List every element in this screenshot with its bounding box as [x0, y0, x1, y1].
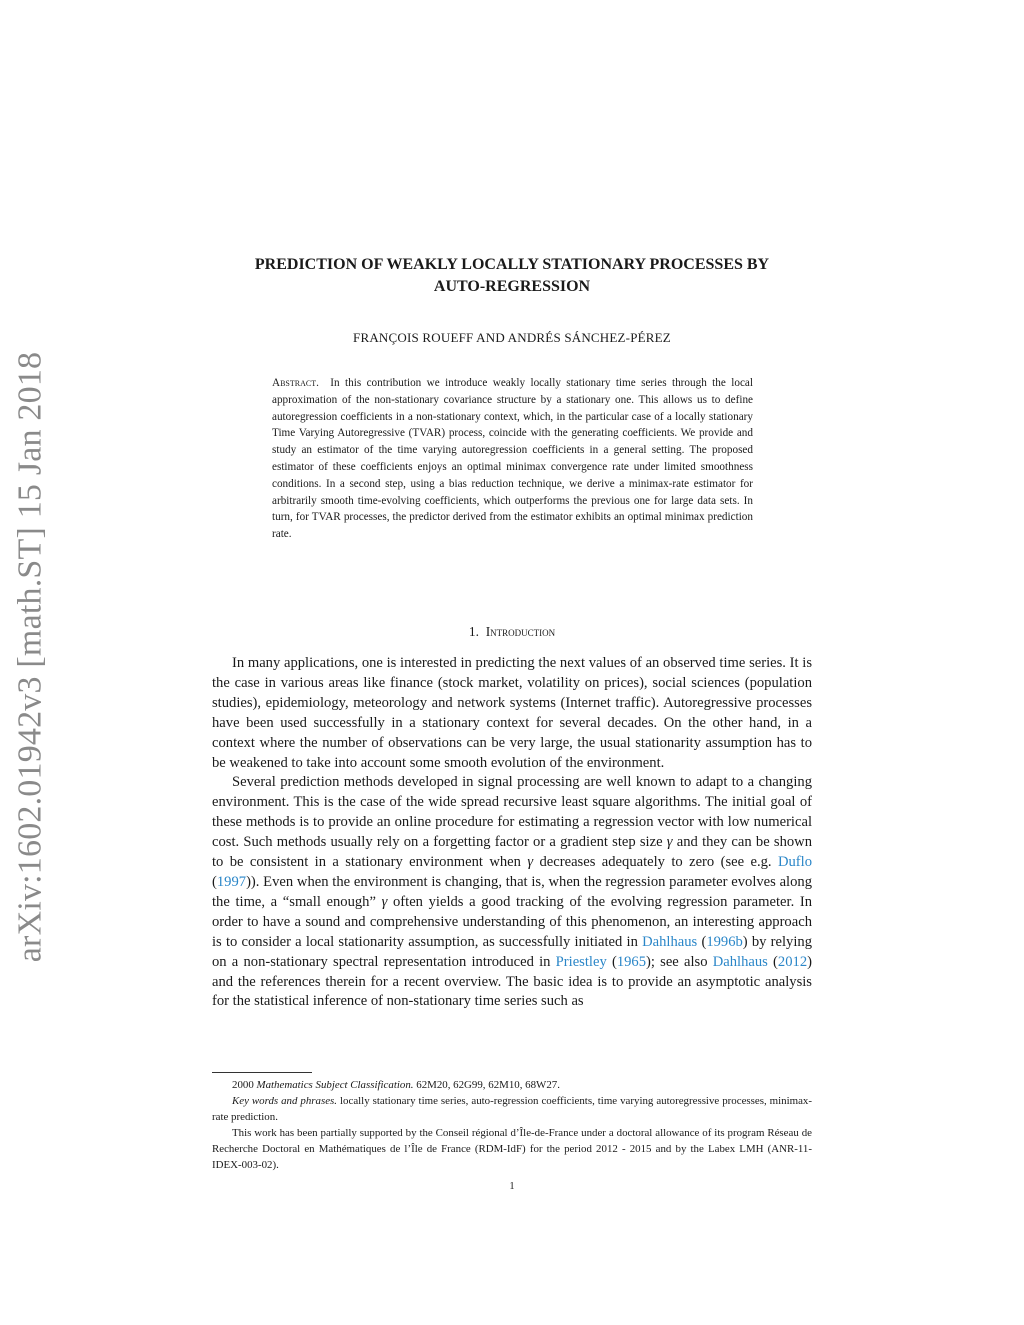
p2-text-9: ( — [606, 953, 617, 970]
footnotes — [212, 1077, 812, 1173]
footnote-funding: This work has been partially supported by the Conseil régional d’Île-de-France under a doctoral allowance of its program Réseau de Recherche Doctoral en Mathématiques de l’Île de France (RDM-IdF) for the period 2012 - 2015 and by the Labex LMH (ANR-11-IDEX-003-02). — [212, 1127, 812, 1171]
p2-text-10: ); see also — [646, 953, 713, 970]
arxiv-identifier-text: arXiv:1602.01942v3 [math.ST] 15 Jan 2018 — [11, 351, 48, 963]
footnote-divider — [212, 1072, 312, 1073]
p2-text-8: ) by relying on a non-stationary spectral representation introduced in — [212, 933, 813, 970]
paragraph-2 — [212, 773, 812, 1012]
p2-text-1: Several prediction methods developed in signal processing are well known to adapt to a changing environment. This is the case of the wide spread recursive least square algorithms. The initial goal of these methods is to provide an online procedure for estimating a regression vector with low numerical cost. Such methods usually rely on a forgetting factor or a gradient step size — [212, 774, 812, 851]
arxiv-identifier-stamp — [2, 334, 58, 980]
footnote-msc — [212, 1077, 812, 1093]
abstract-text: In this contribution we introduce weakly locally stationary time series through the local approximation of the non-stationary covariance structure by a stationary one. This allows us to define autoregression coefficients in a non-stationary context, which, in the particular case of a locally stationary Time Varying Autoregressive (TVAR) process, coincide with the generating coefficients. We provide and study an estimator of the time varying autoregression coefficients in a general setting. The proposed estimator of these coefficients enjoys an optimal minimax convergence rate under limited smoothness conditions. In a second step, using a bias reduction technique, we derive a minimax-rate estimator for arbitrarily smooth time-evolving coefficients, which outperforms the previous one for large data sets. In turn, for TVAR processes, the predictor derived from the estimator exhibits an optimal minimax prediction rate. — [272, 377, 753, 541]
msc-year: 2000 — [232, 1079, 254, 1091]
p2-text-12: ) and the references therein for a recent overview. The basic idea is to provide an asymptotic analysis for the statistical inference of non-stationary time series such as — [212, 953, 812, 1010]
author-list: FRANÇOIS ROUEFF AND ANDRÉS SÁNCHEZ-PÉREZ — [353, 330, 671, 345]
gamma-symbol: γ — [666, 834, 673, 851]
citation-dahlhaus-1996-year[interactable]: 1996b — [706, 933, 743, 950]
keywords-text: locally stationary time series, auto-regression coefficients, time varying autoregressive processes, minimax-rate prediction. — [212, 1095, 812, 1123]
citation-dahlhaus-2012-year[interactable]: 2012 — [777, 953, 808, 970]
keywords-label: Key words and phrases. — [232, 1095, 338, 1107]
msc-label: Mathematics Subject Classification. — [256, 1079, 414, 1091]
abstract-label: Abstract. — [272, 377, 319, 389]
p2-text-2: and they can be shown to be consistent in a stationary environment when — [212, 834, 813, 871]
footnote-keywords — [212, 1093, 812, 1125]
paper-title-line-2: AUTO-REGRESSION — [433, 278, 591, 295]
p2-text-4: ( — [212, 873, 217, 890]
p2-text-6: often yields a good tracking of the evolving regression parameter. In order to have a sound and comprehensive understanding of this phenomenon, an interesting approach is to consider a local stationarity assumption, as successfully initiated in — [212, 893, 813, 950]
p2-text-3: decreases adequately to zero (see e.g. — [533, 854, 778, 871]
citation-duflo[interactable]: Duflo — [777, 854, 812, 871]
citation-dahlhaus-1996[interactable]: Dahlhaus — [642, 933, 698, 950]
citation-duflo-year[interactable]: 1997 — [216, 873, 247, 890]
page-number: 1 — [509, 1181, 515, 1192]
citation-priestley[interactable]: Priestley — [555, 953, 607, 970]
body-text — [212, 654, 812, 1012]
paper-title — [212, 254, 812, 298]
p2-text-11: ( — [767, 953, 778, 970]
gamma-symbol: γ — [527, 854, 534, 871]
p2-text-5: )). Even when the environment is changing, that is, when the regression parameter evolves along the time, a “small enough” — [212, 873, 812, 910]
paragraph-1: In many applications, one is interested in predicting the next values of an observed time series. It is the case in various areas like finance (stock market, volatility on prices), social sciences (population studies), epidemiology, meteorology and network systems (Internet traffic). Autoregressive processes have been used successfully in a stationary context for several decades. On the other hand, in a context where the number of observations can be very large, the usual stationarity assumption has to be weakened to take into account some smooth evolution of the environment. — [212, 655, 812, 771]
section-heading-introduction — [212, 624, 812, 640]
gamma-symbol: γ — [381, 893, 388, 910]
section-title: Introduction — [485, 624, 556, 639]
p2-text-7: ( — [697, 933, 707, 950]
abstract — [272, 375, 753, 543]
citation-dahlhaus-2012[interactable]: Dahlhaus — [712, 953, 768, 970]
paper-title-line-1: PREDICTION OF WEAKLY LOCALLY STATIONARY PROCESSES BY — [254, 256, 770, 273]
msc-codes: 62M20, 62G99, 62M10, 68W27. — [416, 1079, 560, 1091]
section-number: 1. — [468, 624, 479, 639]
citation-priestley-year[interactable]: 1965 — [616, 953, 647, 970]
